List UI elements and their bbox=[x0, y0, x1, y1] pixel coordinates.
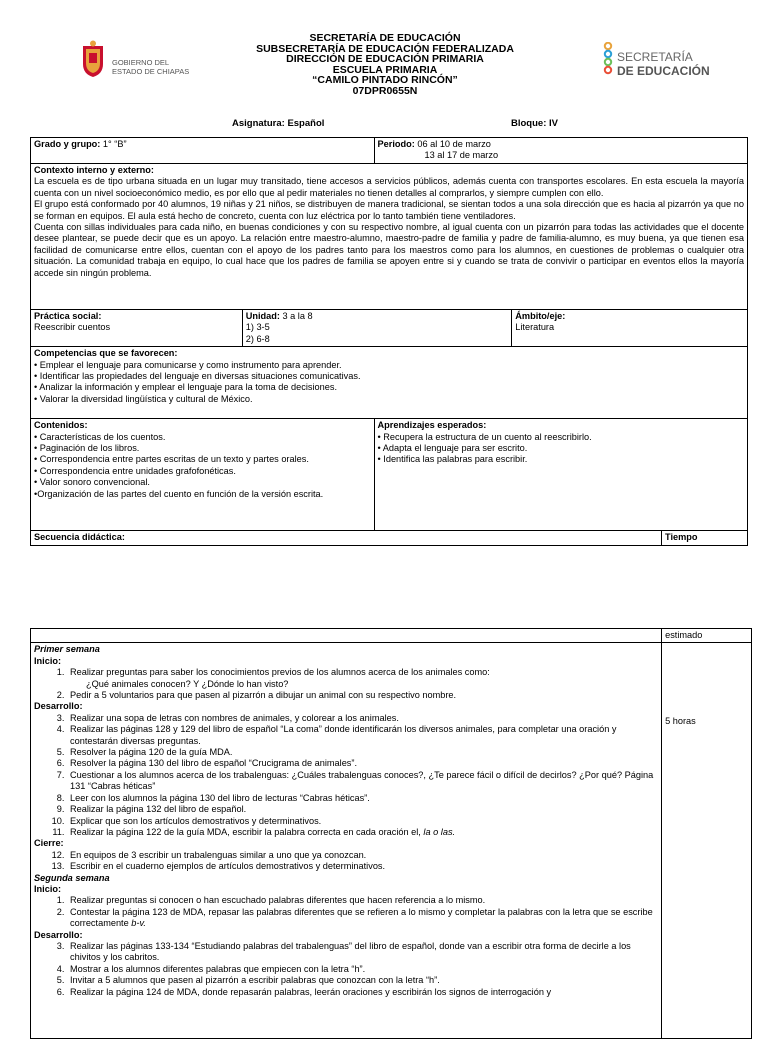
secuencia-label: Secuencia didáctica: bbox=[31, 531, 662, 545]
header-line-2: SUBSECRETARÍA DE EDUCACIÓN FEDERALIZADA bbox=[256, 42, 514, 55]
ambito-label: Ámbito/eje: bbox=[515, 311, 566, 321]
activity-item: 5. Resolver la página 120 de la guía MDA. bbox=[67, 747, 658, 758]
sep-logo-icon bbox=[602, 42, 616, 78]
competencias-cell bbox=[31, 347, 748, 419]
activity-item: 5. Invitar a 5 alumnos que pasen al pizarrón a escribir palabras que conozcan con la letra “h”. bbox=[67, 975, 658, 986]
grado-cell bbox=[31, 138, 375, 164]
competencia-item: • Valorar la diversidad lingüística y cultural de México. bbox=[34, 393, 253, 404]
desarrollo-label-1: Desarrollo: bbox=[34, 701, 83, 712]
contenido-item: •Organización de las partes del cuento en función de la versión escrita. bbox=[34, 488, 324, 499]
contexto-label: Contexto interno y externo: bbox=[34, 165, 154, 175]
sep-line1: SECRETARÍA bbox=[617, 50, 693, 64]
aprendizaje-item: • Identifica las palabras para escribir. bbox=[377, 454, 528, 465]
activity-item: 4. Mostrar a los alumnos diferentes palabras que empiecen con la letra “h”. bbox=[67, 964, 658, 975]
aprendizaje-item: • Recupera la estructura de un cuento al reescribirlo. bbox=[377, 431, 592, 442]
contenido-item: • Paginación de los libros. bbox=[34, 443, 140, 454]
activity-item: 7. Cuestionar a los alumnos acerca de los trabalenguas: ¿Cuáles trabalenguas conoces?, ¿Te parece fácil o difícil de decirlos? ¿Por qué? Página 131 “Cabras héticas” bbox=[67, 770, 658, 793]
cierre-label: Cierre: bbox=[34, 838, 64, 849]
unidad-label: Unidad: bbox=[245, 311, 280, 321]
competencia-item: • Analizar la información y emplear el lenguaje para la toma de decisiones. bbox=[34, 382, 337, 393]
competencia-item: • Identificar las propiedades del lenguaje en diversas situaciones comunicativas. bbox=[34, 371, 361, 382]
activity-item: 6. Resolver la página 130 del libro de español “Crucigrama de animales”. bbox=[67, 758, 658, 769]
grado-value: 1° “B” bbox=[102, 139, 127, 149]
contexto-p3: Cuenta con sillas individuales para cada niño, en buenas condiciones y con su respectivo nombre, al igual cuenta con un pizarrón para todas las actividades que el docente desee plantear, se puede decir que es un apoyo. La relación entre maestro-alumno, maestro-padre de familia y padre de familia-alumno, es muy buena, ya que tienen esa facilidad de comunicarse entre ellos, cuentan con el apoyo de los padres tanto para los maestros como para los alumnos, en cuestiones de problemas o cualquier otra situación. La comunidad trabaja en equipo, lo cual hace que los padres de familia se apoyen entre si y cuando se trata de convivir o participar en eventos ellos la mayoría accede sin ningún problema. bbox=[34, 222, 744, 278]
document-header bbox=[200, 33, 570, 96]
contenido-item: • Valor sonoro convencional. bbox=[34, 477, 150, 488]
gobierno-line1: GOBIERNO DEL bbox=[112, 58, 170, 67]
asignatura-line bbox=[232, 118, 324, 129]
header-line-1: SECRETARÍA DE EDUCACIÓN bbox=[309, 32, 461, 44]
grado-label: Grado y grupo: bbox=[34, 139, 101, 149]
bloque-value: IV bbox=[549, 118, 558, 129]
activity-item: 8. Leer con los alumnos la página 130 del libro de lecturas “Cabras héticas”. bbox=[67, 793, 658, 804]
gobierno-line2: ESTADO DE CHIAPAS bbox=[112, 67, 190, 76]
tiempo-label: Tiempo bbox=[662, 531, 748, 545]
gobierno-chiapas-logo bbox=[80, 40, 205, 80]
competencia-item: • Emplear el lenguaje para comunicarse y como instrumento para aprender. bbox=[34, 359, 342, 370]
aprendizajes-cell bbox=[374, 419, 747, 531]
periodo-label: Periodo: bbox=[377, 139, 415, 149]
activity-item: 1. Realizar preguntas si conocen o han escuchado palabras diferentes que hacen referencia a lo mismo. bbox=[67, 895, 658, 906]
activity-item: 1. Realizar preguntas para saber los conocimientos previos de los alumnos acerca de los animales como: ¿Qué animales conocen? Y ¿Dónde lo han visto? bbox=[67, 667, 658, 690]
activity-item: 13. Escribir en el cuaderno ejemplos de artículos demostrativos y determinativos. bbox=[67, 861, 658, 872]
ambito-value: Literatura bbox=[515, 322, 555, 333]
unidad-value: 3 a la 8 bbox=[282, 311, 313, 321]
header-line-5: “CAMILO PINTADO RINCÓN” bbox=[312, 74, 458, 86]
practica-label: Práctica social: bbox=[34, 311, 102, 321]
tiempo-cell bbox=[662, 643, 752, 1039]
aprendizajes-label: Aprendizajes esperados: bbox=[377, 420, 487, 431]
contenidos-cell bbox=[31, 419, 375, 531]
inicio-label-1: Inicio: bbox=[34, 655, 62, 666]
aprendizaje-item: • Adapta el lenguaje para ser escrito. bbox=[377, 443, 528, 454]
contexto-cell bbox=[31, 164, 748, 310]
periodo-line2: 13 al 17 de marzo bbox=[424, 150, 499, 161]
practica-cell bbox=[31, 310, 243, 347]
contenido-item: • Correspondencia entre unidades grafofonéticas. bbox=[34, 465, 236, 476]
activity-item: 9. Realizar la página 132 del libro de español. bbox=[67, 804, 658, 815]
activity-item: 6. Realizar la página 124 de MDA, donde repasarán palabras, leerán oraciones y escribirán los signos de interrogación y bbox=[67, 987, 658, 998]
contenidos-label: Contenidos: bbox=[34, 420, 88, 431]
periodo-line1: 06 al 10 de marzo bbox=[417, 139, 491, 149]
semana2-label: Segunda semana bbox=[34, 872, 110, 883]
contexto-p2: El grupo está conformado por 40 alumnos, 19 niñas y 21 niños, se distribuyen de manera tradicional, se sientan todos a una sola dirección que es hacia al pizarrón ya que no se forman en equipos. El aula está hecho de concreto, cuenta con luz eléctrica por lo tanto también tiene ventiladores. bbox=[34, 199, 744, 221]
estimado-label: estimado bbox=[662, 629, 752, 643]
chiapas-shield-icon bbox=[80, 40, 106, 78]
competencias-label: Competencias que se favorecen: bbox=[34, 348, 178, 359]
header-line-4: ESCUELA PRIMARIA bbox=[332, 63, 438, 76]
activity-item: 4. Realizar las páginas 128 y 129 del libro de español “La coma” donde identificarán los diversos animales, para completar una oración y contestarán diversas preguntas. bbox=[67, 724, 658, 747]
desarrollo-label-2: Desarrollo: bbox=[34, 929, 83, 940]
activity-item: 2. Contestar la página 123 de MDA, repasar las palabras diferentes que se refieren a lo mismo y completar la palabras con la letra que se escribe correctamente b-v. bbox=[67, 907, 658, 930]
unidad-line1: 1) 3-5 bbox=[245, 322, 270, 333]
inicio-label-2: Inicio: bbox=[34, 883, 62, 894]
activity-subitem: ¿Qué animales conocen? Y ¿Dónde lo han visto? bbox=[86, 678, 289, 689]
unidad-cell bbox=[242, 310, 512, 347]
planning-table bbox=[30, 137, 748, 546]
activity-item: 12. En equipos de 3 escribir un trabalenguas similar a uno que ya conozcan. bbox=[67, 850, 658, 861]
header-line-6: 07DPR0655N bbox=[352, 84, 418, 97]
secuencia-spacer bbox=[31, 629, 662, 643]
secuencia-content bbox=[31, 643, 662, 1039]
header-line-3: DIRECCIÓN DE EDUCACIÓN PRIMARIA bbox=[286, 53, 484, 65]
activity-item: 2. Pedir a 5 voluntarios para que pasen al pizarrón a dibujar un animal con su respectivo nombre. bbox=[67, 690, 658, 701]
activity-item: 11. Realizar la página 122 de la guía MDA, escribir la palabra correcta en cada oración el, la o las. bbox=[67, 827, 658, 838]
contenido-item: • Características de los cuentos. bbox=[34, 431, 166, 442]
secuencia-table bbox=[30, 628, 752, 1039]
activity-item: 3. Realizar una sopa de letras con nombres de animales, y colorear a los animales. bbox=[67, 713, 658, 724]
secretaria-educacion-logo bbox=[602, 42, 722, 82]
periodo-cell bbox=[374, 138, 747, 164]
contexto-p1: La escuela es de tipo urbana situada en un lugar muy transitado, tiene accesos a servicios públicos, además cuenta con transportes escolares. En esta escuela la mayoría cuenta con un nivel socioeconómico medio, es por ello que al pedir materiales no tienen detalles al comprarlos, y siempre cumplen con ello. bbox=[34, 176, 744, 198]
bloque-line bbox=[511, 118, 558, 129]
sep-line2: DE EDUCACIÓN bbox=[617, 64, 710, 78]
asignatura-value: Español bbox=[287, 118, 325, 129]
contenido-item: • Correspondencia entre partes escritas de un texto y partes orales. bbox=[34, 454, 309, 465]
practica-value: Reescribir cuentos bbox=[34, 322, 111, 333]
semana1-label: Primer semana bbox=[34, 644, 100, 655]
bloque-label: Bloque: bbox=[511, 118, 547, 129]
unidad-line2: 2) 6-8 bbox=[245, 333, 270, 344]
asignatura-label: Asignatura: bbox=[232, 118, 285, 129]
tiempo-value: 5 horas bbox=[665, 716, 696, 727]
ambito-cell bbox=[512, 310, 748, 347]
activity-item: 10. Explicar que son los artículos demostrativos y determinativos. bbox=[67, 816, 658, 827]
activity-item: 3. Realizar las páginas 133-134 “Estudiando palabras del trabalenguas” del libro de español, donde van a escribir otra forma de decirle a los chivitos y los cabritos. bbox=[67, 941, 658, 964]
